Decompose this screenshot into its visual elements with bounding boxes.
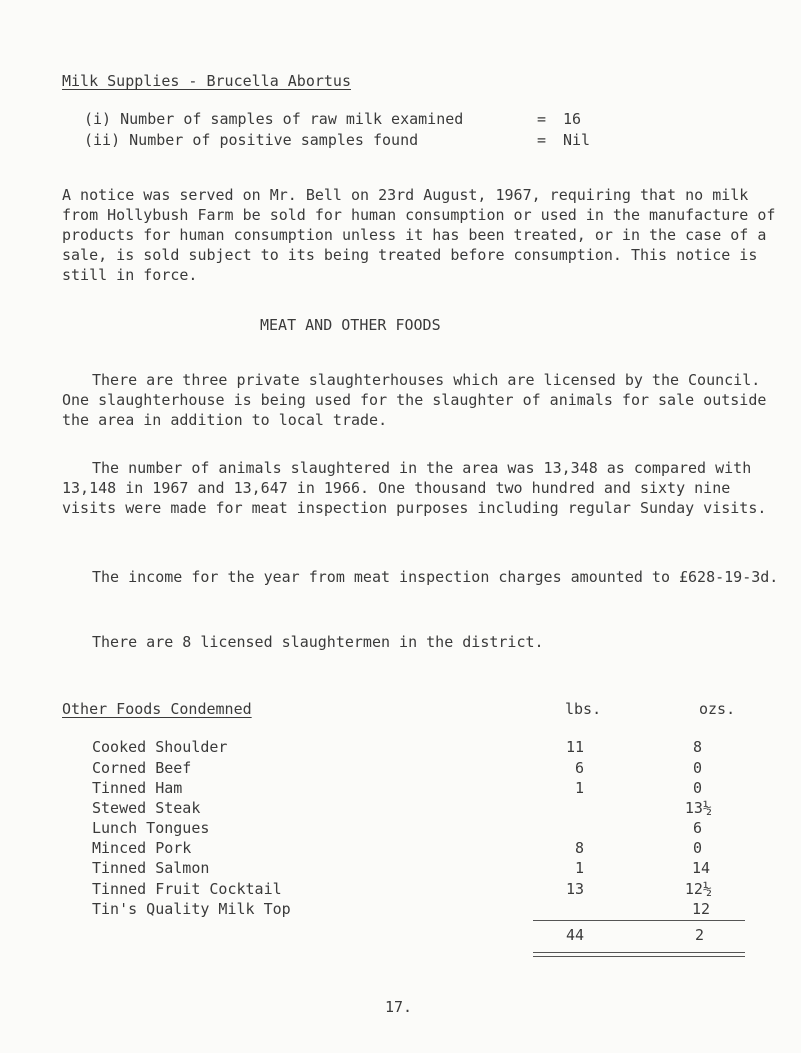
milk-stat-1-eq: =	[537, 110, 547, 128]
total-lbs: 44	[565, 926, 584, 944]
row-lbs: 11	[565, 738, 584, 756]
row-ozs: 14	[691, 859, 710, 877]
row-ozs: 8	[692, 738, 702, 756]
row-ozs: 0	[692, 779, 702, 797]
table-row	[92, 738, 752, 758]
table-row	[92, 779, 752, 799]
table-row	[92, 900, 752, 920]
milk-stat-2-label: (ii) Number of positive samples found	[84, 131, 419, 149]
column-header-lbs: lbs.	[565, 700, 602, 718]
row-item: Lunch Tongues	[92, 819, 210, 837]
milk-stat-1-label: (i) Number of samples of raw milk examined	[84, 110, 464, 128]
row-ozs: 6	[692, 819, 702, 837]
row-ozs: 0	[692, 759, 702, 777]
page-heading: Milk Supplies - Brucella Abortus	[62, 72, 351, 90]
table-row	[92, 839, 752, 859]
row-item: Tinned Fruit Cocktail	[92, 880, 282, 898]
row-item: Minced Pork	[92, 839, 192, 857]
section-title: MEAT AND OTHER FOODS	[260, 316, 441, 334]
table-row	[92, 759, 752, 779]
row-item: Cooked Shoulder	[92, 738, 228, 756]
total-ozs: 2	[694, 926, 704, 944]
slaughterhouses-paragraph: There are three private slaughterhouses which are licensed by the Council. One slaughterhouse is being used for the slaughter of animals for sale outside the area in addition to local trade.	[62, 371, 767, 429]
row-item: Tinned Salmon	[92, 859, 210, 877]
table-total-row	[92, 926, 752, 946]
page-number: 17.	[385, 998, 413, 1016]
table-row	[92, 799, 752, 819]
milk-stat-2-value: Nil	[563, 131, 591, 149]
table-row	[92, 859, 752, 879]
table-row	[92, 880, 752, 900]
row-ozs: 0	[692, 839, 702, 857]
row-ozs: 12	[691, 900, 710, 918]
column-header-ozs: ozs.	[699, 700, 736, 718]
table-title: Other Foods Condemned	[62, 700, 252, 718]
row-ozs: 13½	[684, 799, 712, 817]
notice-paragraph: A notice was served on Mr. Bell on 23rd August, 1967, requiring that no milk from Hollybush Farm be sold for human consumption or used in the manufacture of products for human consumption unless it has been treated, or in the case of a sale, is sold subject to its being treated before consumption. This notice is still in force.	[62, 186, 776, 284]
row-item: Stewed Steak	[92, 799, 201, 817]
row-item: Tin's Quality Milk Top	[92, 900, 291, 918]
animals-paragraph: The number of animals slaughtered in the area was 13,348 as compared with 13,148 in 1967 and 13,647 in 1966. One thousand two hundred and sixty nine visits were made for meat inspection purposes including regular Sunday visits.	[62, 459, 767, 517]
milk-stat-1-value: 16	[563, 110, 582, 128]
milk-stat-2-eq: =	[537, 131, 547, 149]
total-double-rule	[533, 952, 745, 957]
row-lbs: 1	[574, 859, 584, 877]
subtotal-rule	[533, 920, 745, 921]
row-lbs: 1	[574, 779, 584, 797]
row-item: Corned Beef	[92, 759, 192, 777]
income-paragraph: The income for the year from meat inspection charges amounted to £628-19-3d.	[92, 568, 779, 586]
row-lbs: 13	[565, 880, 584, 898]
row-item: Tinned Ham	[92, 779, 183, 797]
table-row	[92, 819, 752, 839]
row-ozs: 12½	[684, 880, 712, 898]
row-lbs: 8	[574, 839, 584, 857]
slaughtermen-paragraph: There are 8 licensed slaughtermen in the district.	[92, 633, 544, 651]
row-lbs: 6	[574, 759, 584, 777]
